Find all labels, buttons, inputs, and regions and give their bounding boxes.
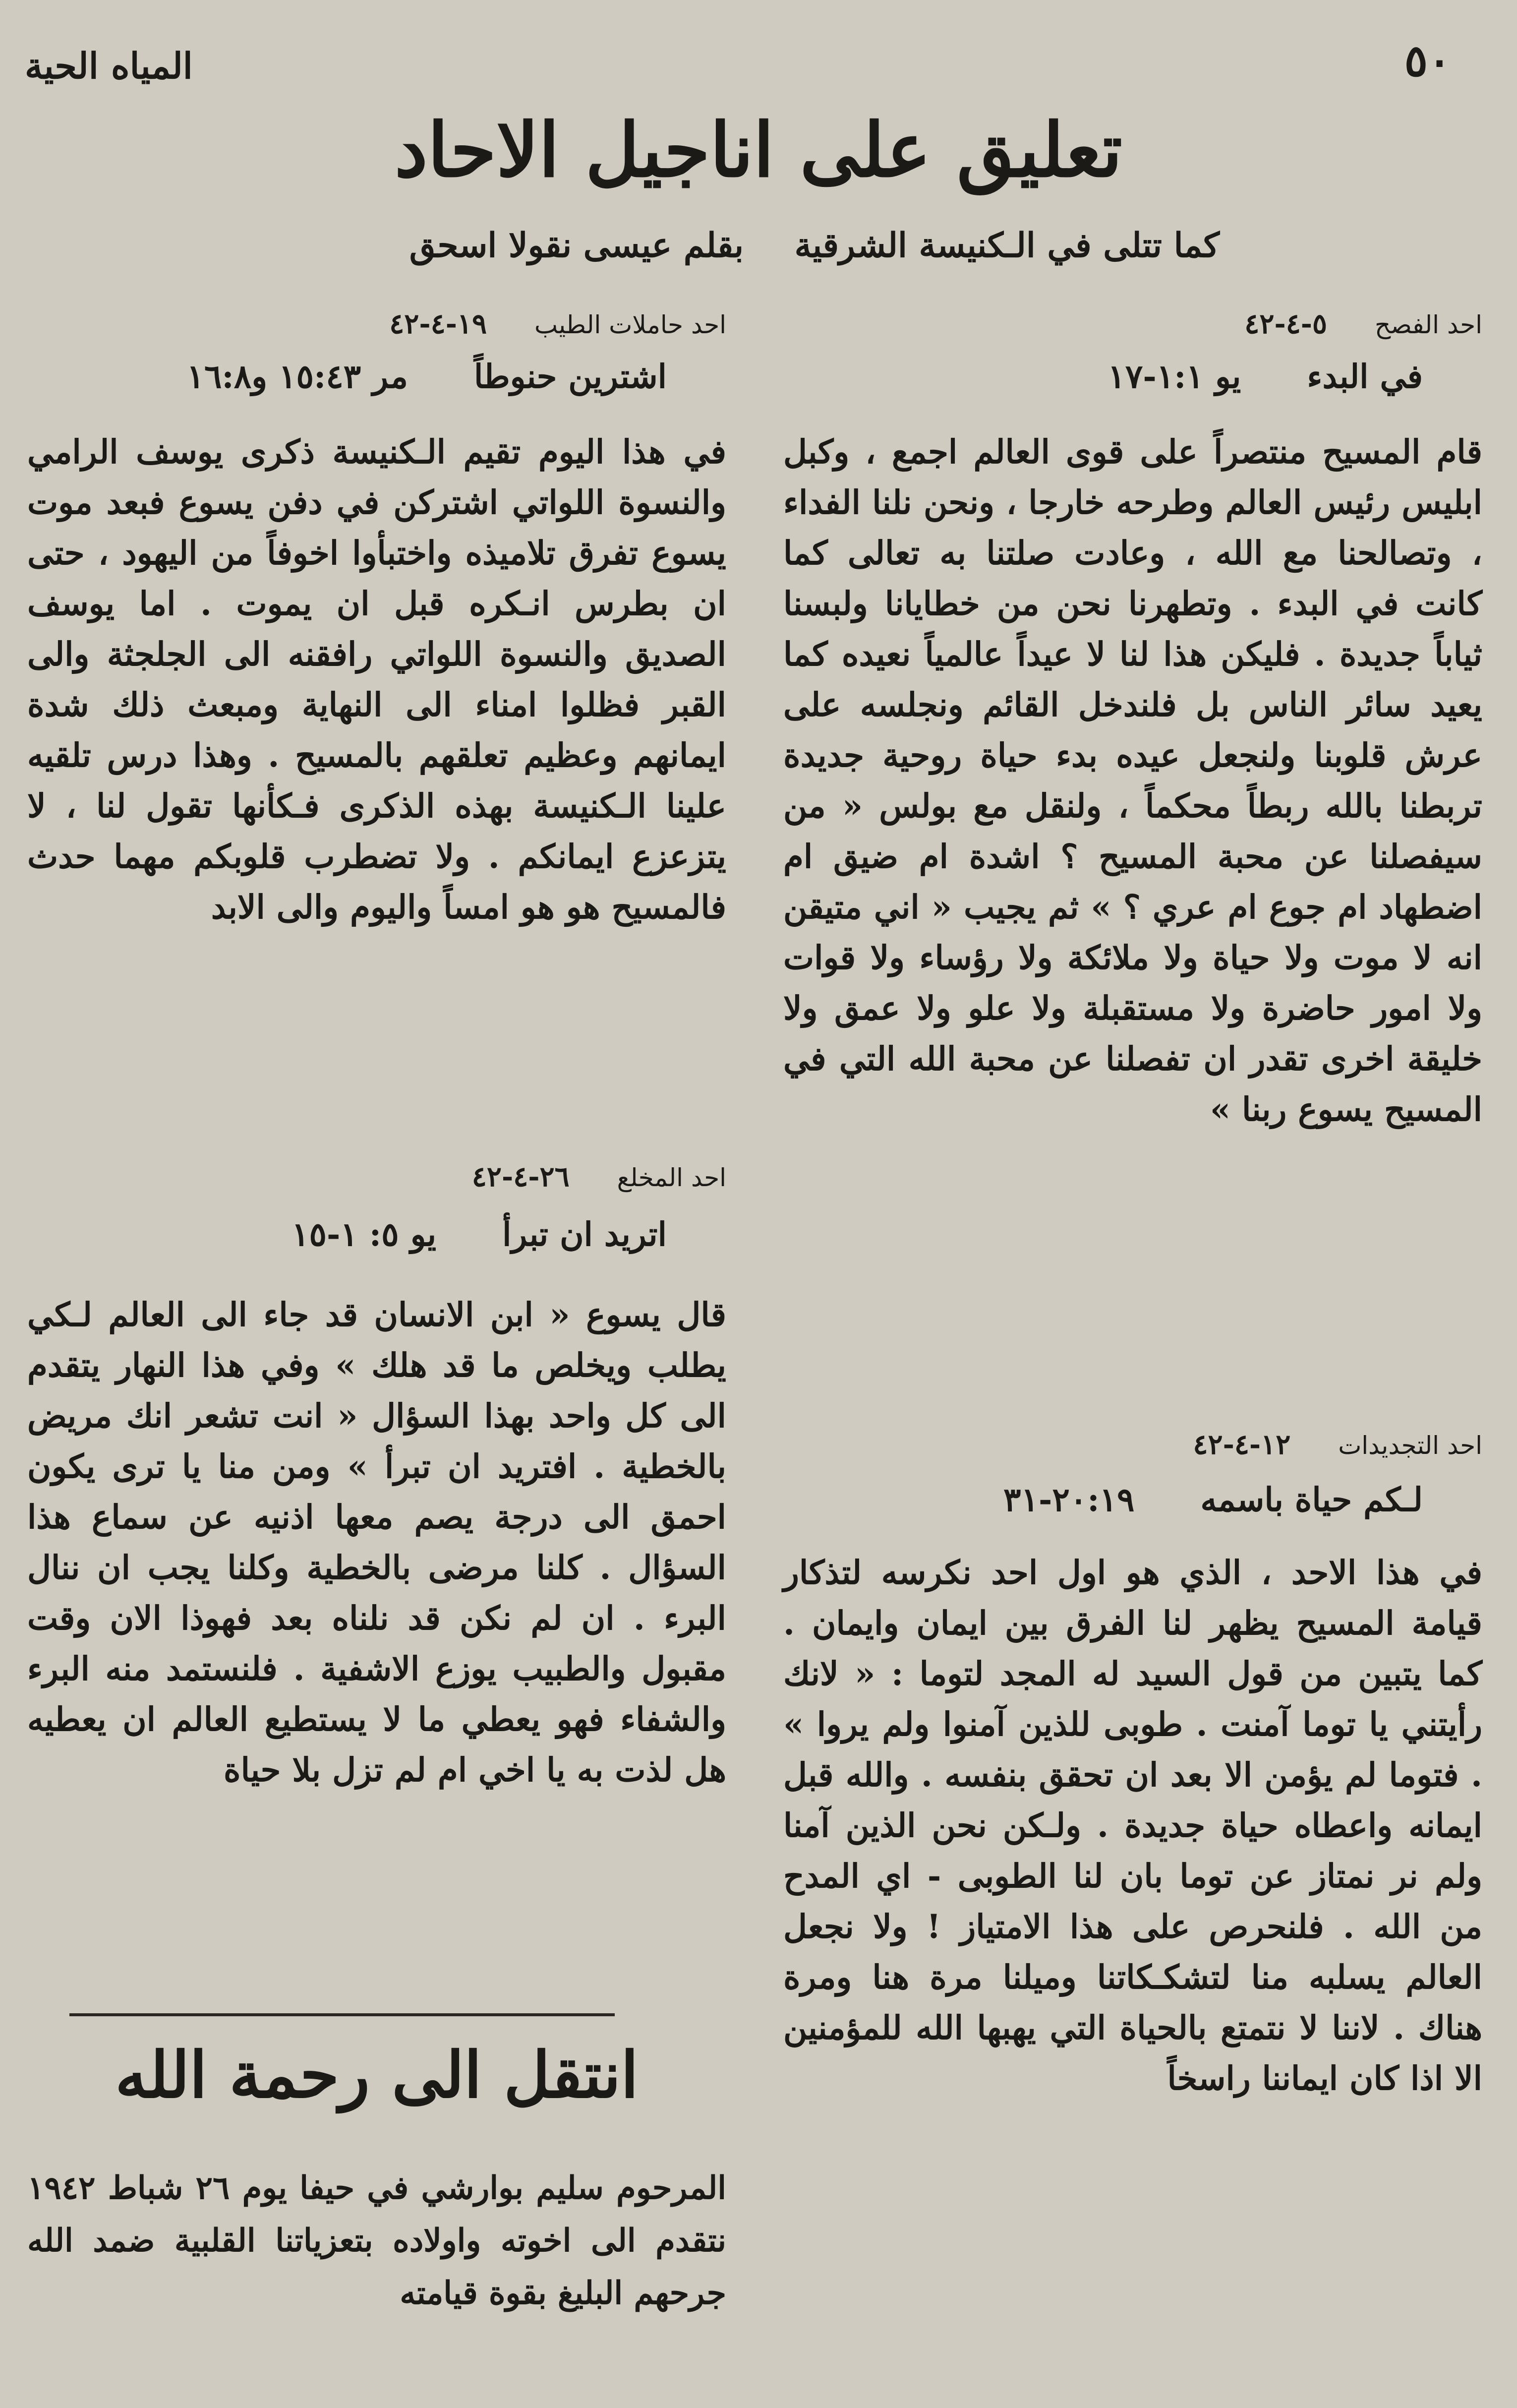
page-number: ٥٠ xyxy=(1404,35,1452,86)
obituary-text: المرحوم سليم بوارشي في حيفا يوم ٢٦ شباط ١٩٤٢ نتقدم الى اخوته واولاده بتعزياتنا القلبية ضمد الله جرحهم البليغ بقوة قيامته xyxy=(27,2169,727,2312)
paralytic-label: احد المخلع xyxy=(617,1163,726,1192)
easter-reference xyxy=(783,357,1482,396)
article-subtitle-church: كما تتلى في الـكنيسة الشرقية xyxy=(794,226,1220,265)
myrrh-reference xyxy=(27,357,726,396)
myrrh-date: ١٩-٤-٤٢ xyxy=(389,307,487,340)
paralytic-topic: اتريد ان تبرأ xyxy=(502,1215,667,1254)
myrrh-meta xyxy=(27,307,726,341)
easter-date: ٥-٤-٤٢ xyxy=(1244,307,1328,340)
renewal-topic: لـكم حياة باسمه xyxy=(1200,1480,1423,1519)
myrrh-topic: اشترين حنوطاً xyxy=(473,357,667,396)
article-byline: بقلم عيسى نقولا اسحق xyxy=(409,226,744,265)
easter-verse: يو ١:١-١٧ xyxy=(1108,357,1241,396)
paralytic-text: قال يسوع « ابن الانسان قد جاء الى العالم لـكي يطلب ويخلص ما قد هلك » وفي هذا النهار يتقدم الى كل واحد بهذا السؤال « انت تشعر انك مريض بالخطية . افتريد ان تبرأ » ومن منا يا ترى يكون احمق الى درجة يصم معها اذنيه عن سماع هذا السؤال . كلنا مرضى بالخطية وكلنا يجب ان ننال البرء . ان لم نكن قد نلناه بعد فهوذا الان وقت مقبول والطبيب يوزع الاشفية . فلنستمد منه البرء والشفاء فهو يعطي ما لا يستطيع العالم ان يعطيه هل لذت به يا اخي ام لم تزل بلا حياة xyxy=(27,1295,727,1789)
renewal-verse: ٢٠:١٩-٣١ xyxy=(1003,1480,1135,1519)
paralytic-verse: يو ٥: ١-١٥ xyxy=(292,1215,437,1254)
myrrh-verse: مر ١٥:٤٣ و١٦:٨ xyxy=(186,357,408,396)
right-column xyxy=(783,0,1482,2408)
article-title: تعليق على اناجيل الاحاد xyxy=(394,107,1123,194)
renewal-meta xyxy=(783,1428,1482,1461)
paralytic-date: ٢٦-٤-٤٢ xyxy=(471,1160,570,1193)
easter-topic: في البدء xyxy=(1307,357,1423,396)
section-divider xyxy=(69,2013,615,2016)
obituary-title: انتقل الى رحمة الله xyxy=(115,2038,639,2112)
renewal-date: ١٢-٤-٤٢ xyxy=(1193,1428,1291,1461)
easter-meta xyxy=(783,307,1482,341)
paralytic-reference xyxy=(27,1215,726,1254)
publication-name: المياه الحية xyxy=(25,45,193,87)
renewal-text: في هذا الاحد ، الذي هو اول احد نكرسه لتذكار قيامة المسيح يظهر لنا الفرق بين ايمان وايمان . كما يتبين من قول السيد له المجد لتوما : « لانك رأيتني يا توما آمنت . طوبى للذين آمنوا ولم يروا » . فتوما لم يؤمن الا بعد ان تحقق بنفسه . والله قبل ايمانه واعطاه حياة جديدة . ولـكن نحن الذين آمنا ولم نر نمتاز عن توما بان لنا الطوبى - اي المدح من الله . فلنحرص على هذا الامتياز ! ولا نجعل العالم يسلبه منا لتشكـكاتنا وميلنا مرة هنا ومرة هناك . لاننا لا نتمتع بالحياة التي يهبها الله للمؤمنين الا اذا كان ايماننا راسخاً xyxy=(783,1553,1482,2098)
renewal-label: احد التجديدات xyxy=(1338,1431,1482,1460)
renewal-reference xyxy=(783,1480,1482,1519)
easter-label: احد الفصح xyxy=(1375,310,1482,339)
easter-text: قام المسيح منتصراً على قوى العالم اجمع ، وكبل ابليس رئيس العالم وطرحه خارجا ، ونحن نلنا الفداء ، وتصالحنا مع الله ، وعادت صلتنا به تعالى كما كانت في البدء . وتطهرنا نحن من خطايانا ولبسنا ثياباً جديدة . فليكن هذا لنا لا عيداً عالمياً نعيده كما يعيد سائر الناس بل فلندخل القائم ونجلسه على عرش قلوبنا ولنجعل عيده بدء حياة روحية جديدة تربطنا بالله ربطاً محكماً ، ولنقل مع بولس « من سيفصلنا عن محبة المسيح ؟ اشدة ام ضيق ام اضطهاد ام جوع ام عري ؟ » ثم يجيب « اني متيقن انه لا موت ولا حياة ولا ملائكة ولا رؤساء ولا قوات ولا امور حاضرة ولا مستقبلة ولا علو ولا عمق ولا خليقة اخرى تقدر ان تفصلنا عن محبة الله التي في المسيح يسوع ربنا » xyxy=(783,432,1482,1129)
paralytic-meta xyxy=(27,1160,726,1194)
myrrh-text: في هذا اليوم تقيم الـكنيسة ذكرى يوسف الرامي والنسوة اللواتي اشتركن في دفن يسوع فبعد موت يسوع تفرق تلاميذه واختبأوا اخوفاً من اليهود ، حتى ان بطرس انـكره قبل ان يموت . اما يوسف الصديق والنسوة اللواتي رافقنه الى الجلجثة والى القبر فظلوا امناء الى النهاية ومبعث ذلك شدة ايمانهم وعظيم تعلقهم بالمسيح . وهذا درس تلقيه علينا الـكنيسة بهذه الذكرى فـكأنها تقول لنا ، لا يتزعزع ايمانكم . ولا تضطرب قلوبكم مهما حدث فالمسيح هو هو امساً واليوم والى الابد xyxy=(27,432,726,926)
myrrh-label: احد حاملات الطيب xyxy=(534,310,726,339)
